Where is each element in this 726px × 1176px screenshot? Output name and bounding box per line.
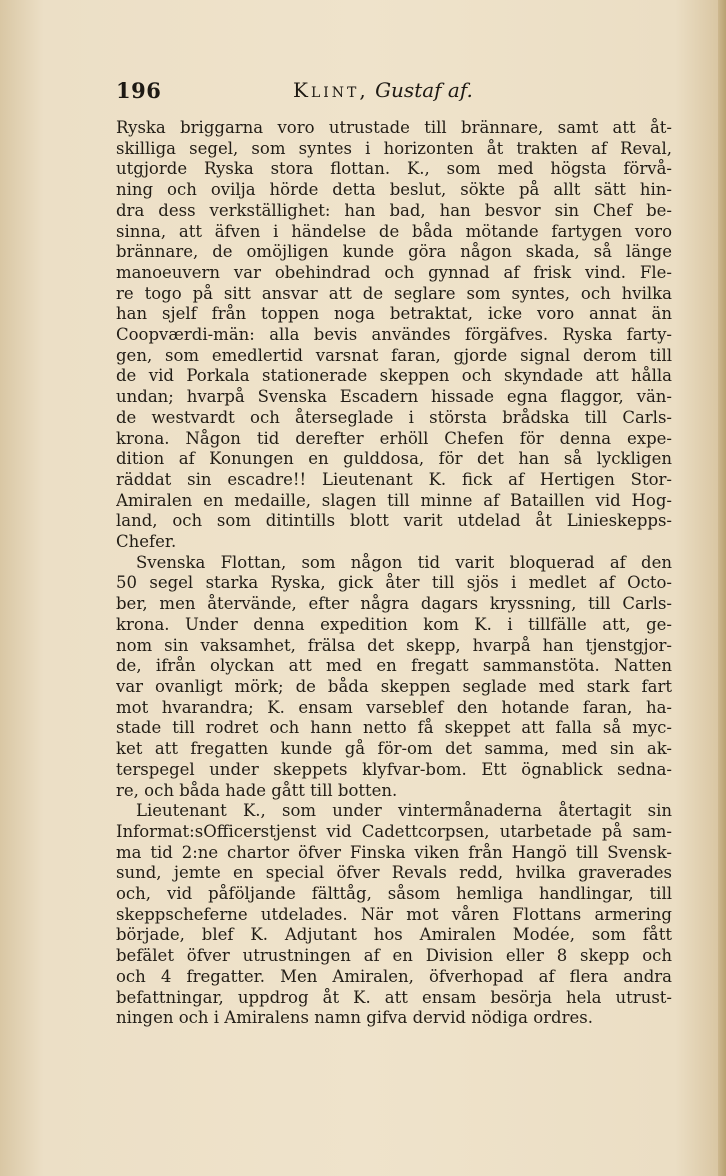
text-line: ning och ovilja hörde detta beslut, sökte på allt sätt hin- xyxy=(116,180,672,200)
text-line: de westvardt och återseglade i största brådska till Carls- xyxy=(116,407,672,427)
page-header xyxy=(116,78,674,108)
text-line: ma tid 2:ne chartor öfver Finska viken från Hangö till Svensk- xyxy=(116,842,672,862)
text-line: de vid Porkala stationerade skeppen och skyndade att hålla xyxy=(116,366,672,386)
text-line: dra dess verkställighet: han bad, han besvor sin Chef be- xyxy=(116,200,672,220)
text-line: och 4 fregatter. Men Amiralen, öfverhopad af flera andra xyxy=(116,966,672,986)
text-line: Chefer. xyxy=(116,532,177,552)
text-line: Informat:sOfficerstjenst vid Cadettcorpsen, utarbetade på sam- xyxy=(116,821,672,841)
running-head-name: Klint, xyxy=(293,78,369,102)
text-line: var ovanligt mörk; de båda skeppen seglade med stark fart xyxy=(116,676,672,696)
text-line: de, ifrån olyckan att med en fregatt sammanstöta. Natten xyxy=(116,656,672,676)
text-line: brännare, de omöjligen kunde göra någon skada, så länge xyxy=(116,242,672,262)
page-gutter xyxy=(718,0,726,1176)
text-line: manoeuvern var obehindrad och gynnad af frisk vind. Fle- xyxy=(116,262,672,282)
text-line: stade till rodret och hann netto få skeppet att falla så myc- xyxy=(116,718,672,738)
text-line: ket att fregatten kunde gå för-om det samma, med sin ak- xyxy=(116,739,672,759)
text-line: dition af Konungen en gulddosa, för det han så lyckligen xyxy=(116,449,672,469)
text-line: och, vid påföljande fälttåg, såsom hemliga handlingar, till xyxy=(116,884,672,904)
running-head xyxy=(293,78,473,102)
text-line: re, och båda hade gått till botten. xyxy=(116,780,398,800)
text-line: land, och som ditintills blott varit utdelad åt Linieskepps- xyxy=(116,511,672,531)
text-line: började, blef K. Adjutant hos Amiralen Modée, som fått xyxy=(116,925,672,945)
text-line: gen, som emedlertid varsnat faran, gjorde signal derom till xyxy=(116,345,672,365)
running-head-given: Gustaf af. xyxy=(375,78,473,102)
text-line: räddat sin escadre!! Lieutenant K. fick af Hertigen Stor- xyxy=(116,469,672,489)
text-line: terspegel under skeppets klyfvar-bom. Ett ögnablick sedna- xyxy=(116,759,672,779)
text-line: sund, jemte en special öfver Revals redd, hvilka graverades xyxy=(116,863,672,883)
text-line: krona. Under denna expedition kom K. i tillfälle att, ge- xyxy=(116,614,672,634)
text-line: Lieutenant K., som under vintermånaderna återtagit sin xyxy=(136,801,672,821)
text-line: skilliga segel, som syntes i horizonten åt trakten af Reval, xyxy=(116,138,672,158)
text-line: sinna, att äfven i händelse de båda mötande fartygen voro xyxy=(116,221,672,241)
text-line: mot hvarandra; K. ensam varseblef den hotande faran, ha- xyxy=(116,697,672,717)
text-line: nom sin vaksamhet, frälsa det skepp, hvarpå han tjenstgjor- xyxy=(116,635,672,655)
text-line: befattningar, uppdrog åt K. att ensam besörja hela utrust- xyxy=(116,987,672,1007)
text-line: utgjorde Ryska stora flottan. K., som med högsta förvå- xyxy=(116,159,672,179)
text-line: befälet öfver utrustningen af en Division eller 8 skepp och xyxy=(116,946,672,966)
text-line: ber, men återvände, efter några dagars kryssning, till Carls- xyxy=(116,594,672,614)
text-line: han sjelf från toppen noga betraktat, icke voro annat än xyxy=(116,304,672,324)
body-text xyxy=(116,118,672,1029)
text-line: 50 segel starka Ryska, gick åter till sjös i medlet af Octo- xyxy=(116,573,672,593)
page-number: 196 xyxy=(116,78,162,103)
text-line: re togo på sitt ansvar att de seglare som syntes, och hvilka xyxy=(116,283,672,303)
text-line: undan; hvarpå Svenska Escadern hissade egna flaggor, vän- xyxy=(116,387,672,407)
text-line: skeppscheferne utdelades. När mot våren Flottans armering xyxy=(116,904,672,924)
text-line: Amiralen en medaille, slagen till minne af Bataillen vid Hog- xyxy=(116,490,672,510)
text-line: ningen och i Amiralens namn gifva dervid nödiga ordres. xyxy=(116,1008,593,1028)
text-line: Svenska Flottan, som någon tid varit bloquerad af den xyxy=(136,552,672,572)
text-line: Coopværdi-män: alla bevis användes förgäfves. Ryska farty- xyxy=(116,325,672,345)
text-line: Ryska briggarna voro utrustade till brännare, samt att åt- xyxy=(116,118,672,137)
text-line: krona. Någon tid derefter erhöll Chefen för denna expe- xyxy=(116,428,672,448)
